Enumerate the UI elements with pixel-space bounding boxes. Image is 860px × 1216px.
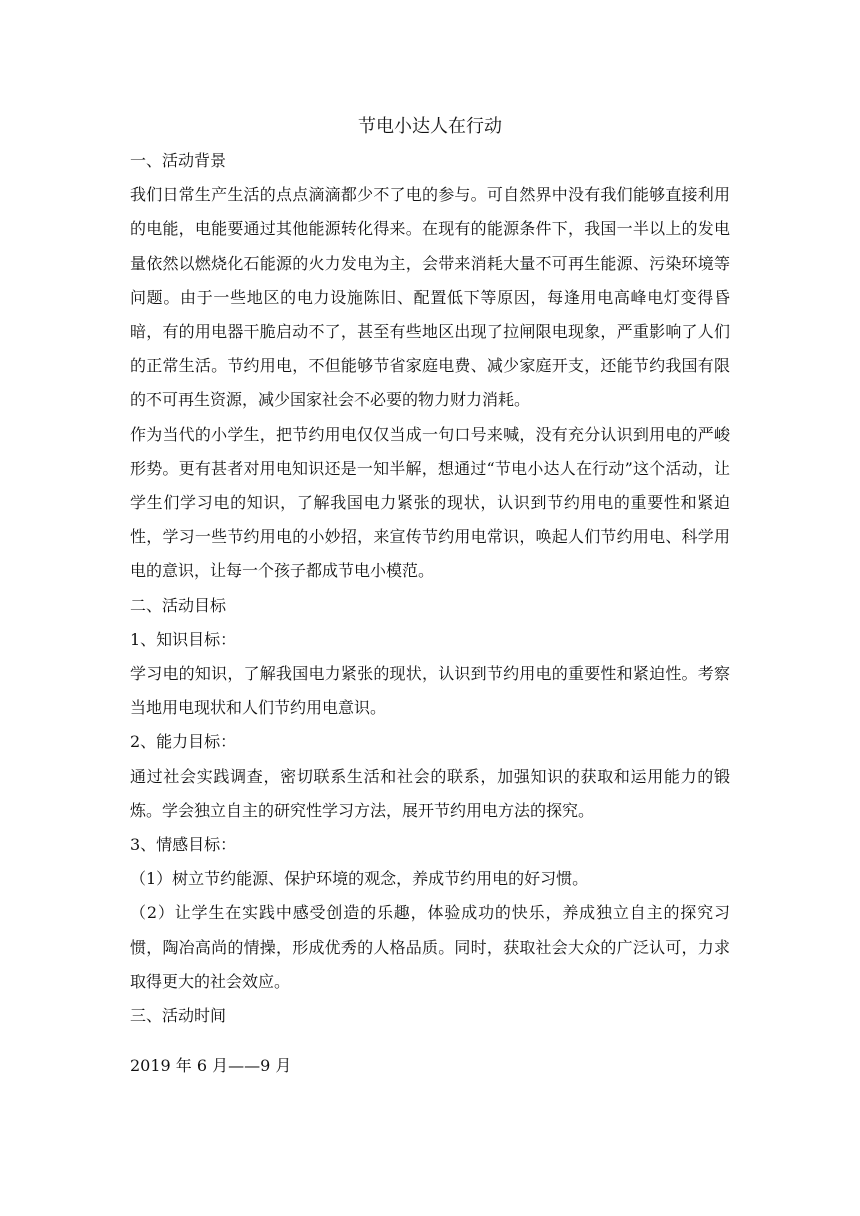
ability-paragraph: 通过社会实践调查，密切联系生活和社会的联系，加强知识的获取和运用能力的锻炼。学会独立自主的研究性学习方法，展开节约用电方法的探究。 bbox=[130, 766, 730, 820]
section-heading-time: 三、活动时间 bbox=[130, 1006, 227, 1026]
subheading-knowledge: 1、知识目标： bbox=[130, 629, 237, 649]
emotion-item-2: （2）让学生在实践中感受创造的乐趣，体验成功的快乐，养成独立自主的探究习惯，陶冶高尚的情操，形成优秀的人格品质。同时，获取社会大众的广泛认可，力求取得更大的社会效应。 bbox=[130, 903, 730, 991]
emotion-item-1: （1）树立节约能源、保护环境的观念，养成节约用电的好习惯。 bbox=[130, 869, 589, 889]
knowledge-paragraph: 学习电的知识，了解我国电力紧张的现状，认识到节约用电的重要性和紧迫性。考察当地用电现状和人们节约用电意识。 bbox=[130, 664, 730, 718]
document-body bbox=[130, 110, 730, 1099]
document-title: 节电小达人在行动 bbox=[358, 116, 502, 137]
background-paragraph-2: 作为当代的小学生，把节约用电仅仅当成一句口号来喊，没有充分认识到用电的严峻形势。更有甚者对用电知识还是一知半解，想通过“节电小达人在行动”这个活动，让学生们学习电的知识，了解我国电力紧张的现状，认识到节约用电的重要性和紧迫性，学习一些节约用电的小妙招，来宣传节约用电常识，唤起人们节约用电、科学用电的意识，让每一个孩子都成节电小模范。 bbox=[130, 424, 730, 581]
activity-time-value: 2019 年 6 月——9 月 bbox=[130, 1056, 292, 1076]
section-heading-background: 一、活动背景 bbox=[130, 151, 227, 170]
section-heading-goals: 二、活动目标 bbox=[130, 595, 227, 615]
subheading-ability: 2、能力目标： bbox=[130, 732, 237, 752]
background-paragraph-1: 我们日常生产生活的点点滴滴都少不了电的参与。可自然界中没有我们能够直接利用的电能，电能要通过其他能源转化得来。在现有的能源条件下，我国一半以上的发电量依然以燃烧化石能源的火力发电为主，会带来消耗大量不可再生能源、污染环境等问题。由于一些地区的电力设施陈旧、配置低下等原因，每逢用电高峰电灯变得昏暗，有的用电器干脆启动不了，甚至有些地区出现了拉闸限电现象，严重影响了人们的正常生活。节约用电，不但能够节省家庭电费、减少家庭开支，还能节约我国有限的不可再生资源，减少国家社会不必要的物力财力消耗。 bbox=[130, 185, 730, 410]
subheading-emotion: 3、情感目标： bbox=[130, 835, 237, 855]
